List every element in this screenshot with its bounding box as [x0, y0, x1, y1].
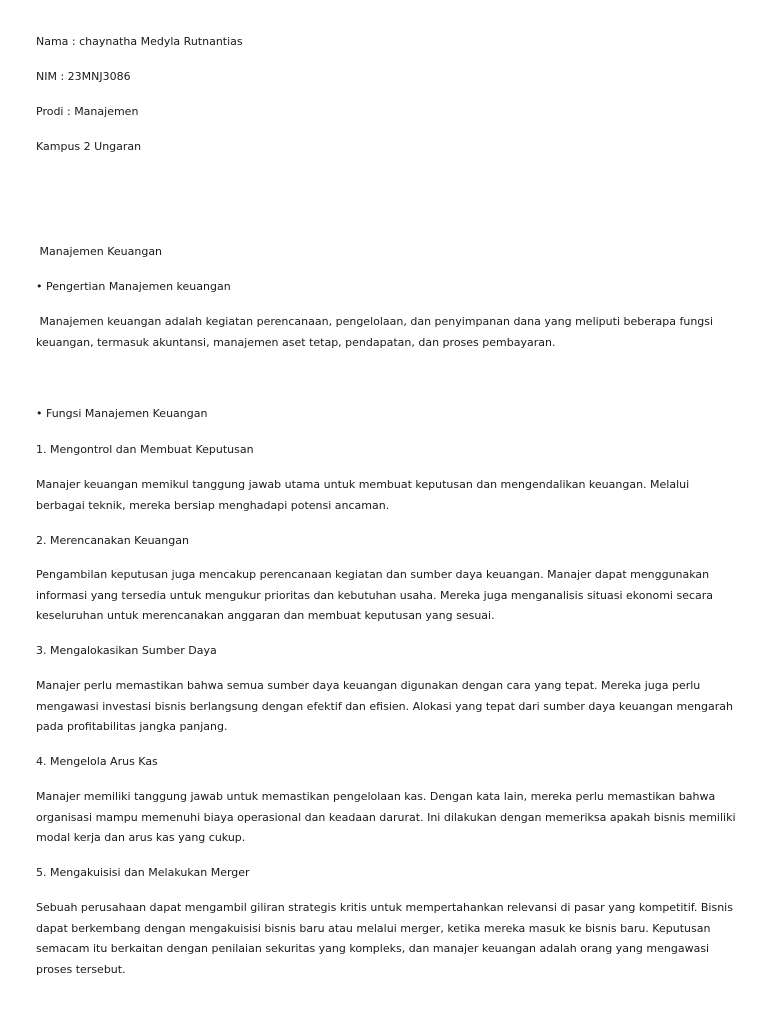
function-body-2: Pengambilan keputusan juga mencakup perencanaan kegiatan dan sumber daya keuangan. Manajer dapat menggunakan informasi yang tersedia untuk mengukur prioritas dan kebutuhan usaha. Mereka juga menganalisis situasi ekonomi secara keseluruhan untuk merencanakan anggaran dan membuat keputusan yang sesuai. [36, 568, 717, 622]
section-heading-definition: • Pengertian Manajemen keuangan [36, 280, 231, 293]
function-body-5: Sebuah perusahaan dapat mengambil giliran strategis kritis untuk mempertahankan relevansi di pasar yang kompetitif. Bisnis dapat berkembang dengan mengakuisisi bisnis baru atau melalui merger, ketika mereka masuk ke bisnis baru. Keputusan semacam itu berkaitan dengan penilaian sekuritas yang kompleks, dan manajer keuangan adalah orang yang mengawasi proses tersebut. [36, 901, 737, 976]
document-title: Manajemen Keuangan [36, 245, 163, 258]
function-heading-5: 5. Mengakuisisi dan Melakukan Merger [36, 866, 250, 879]
student-nim: NIM : 23MNJ3086 [36, 70, 131, 83]
definition-paragraph: Manajemen keuangan adalah kegiatan perencanaan, pengelolaan, dan penyimpanan dana yang meliputi beberapa fungsi keuangan, termasuk akuntansi, manajemen aset tetap, pendapatan, dan proses pembayaran. [36, 315, 717, 349]
student-name: Nama : chaynatha Medyla Rutnantias [36, 35, 243, 48]
function-heading-2: 2. Merencanakan Keuangan [36, 534, 189, 547]
function-heading-1: 1. Mengontrol dan Membuat Keputusan [36, 443, 254, 456]
function-body-3: Manajer perlu memastikan bahwa semua sumber daya keuangan digunakan dengan cara yang tepat. Mereka juga perlu mengawasi investasi bisnis berlangsung dengan efektif dan efisien. Alokasi yang tepat dari sumber daya keuangan mengarah pada profitabilitas jangka panjang. [36, 679, 737, 733]
study-program: Prodi : Manajemen [36, 105, 139, 118]
function-body-4: Manajer memiliki tanggung jawab untuk memastikan pengelolaan kas. Dengan kata lain, mereka perlu memastikan bahwa organisasi mampu memenuhi biaya operasional dan keadaan darurat. Ini dilakukan dengan memeriksa apakah bisnis memiliki modal kerja dan arus kas yang cukup. [36, 790, 740, 844]
function-body-1: Manajer keuangan memikul tanggung jawab utama untuk membuat keputusan dan mengendalikan keuangan. Melalui berbagai teknik, mereka bersiap menghadapi potensi ancaman. [36, 478, 693, 512]
function-heading-4: 4. Mengelola Arus Kas [36, 755, 158, 768]
section-heading-functions: • Fungsi Manajemen Keuangan [36, 407, 208, 420]
campus: Kampus 2 Ungaran [36, 140, 142, 153]
function-heading-3: 3. Mengalokasikan Sumber Daya [36, 644, 217, 657]
